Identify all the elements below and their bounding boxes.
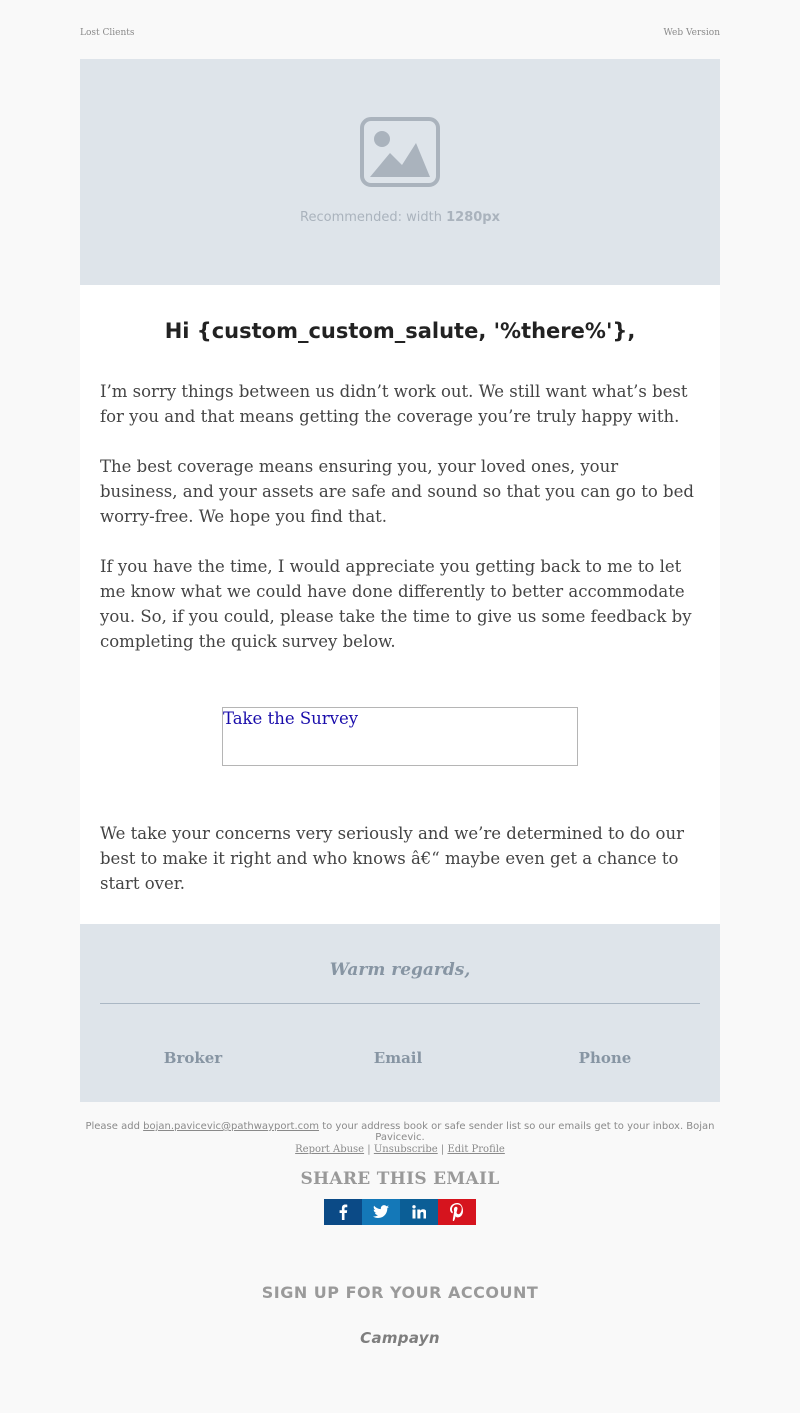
lost-clients-link[interactable]: Lost Clients	[80, 28, 135, 38]
take-survey-button[interactable]: Take the Survey	[222, 707, 578, 766]
footer-links: Report Abuse | Unsubscribe | Edit Profile	[295, 1144, 505, 1155]
footer	[80, 1102, 720, 1347]
pinterest-icon[interactable]	[438, 1199, 476, 1225]
warm-regards: Warm regards,	[329, 960, 471, 980]
paragraph-3: If you have the time, I would appreciate you getting back to me to let me know what we could have done differently to better accommodate you. So, if you could, please take the time to give us some feedback by completing the quick survey below.	[100, 557, 692, 651]
signup-link[interactable]: SIGN UP FOR YOUR ACCOUNT	[261, 1283, 539, 1302]
paragraph-1: I’m sorry things between us didn’t work out. We still want what’s best for you and that means getting the coverage you’re truly happy with.	[100, 382, 688, 426]
email-label: Email	[373, 1049, 423, 1067]
address-book-note: Please add bojan.pavicevic@pathwayport.com to your address book or safe sender list so our emails get to your inbox. Bojan Pavicevic.	[85, 1121, 715, 1143]
share-this-email-heading: SHARE THIS EMAIL	[300, 1169, 500, 1189]
image-placeholder-icon	[360, 117, 440, 187]
email-body	[80, 285, 720, 924]
twitter-icon[interactable]	[362, 1199, 400, 1225]
phone-label: Phone	[578, 1049, 632, 1067]
facebook-icon[interactable]	[324, 1199, 362, 1225]
signature-block	[80, 924, 720, 1102]
recommended-width-text: Recommended: width 1280px	[300, 210, 500, 225]
edit-profile-link[interactable]: Edit Profile	[447, 1144, 505, 1155]
greeting-heading: Hi {custom_custom_salute, '%there%'},	[164, 319, 636, 343]
hero-image-placeholder	[80, 59, 720, 285]
divider	[100, 1003, 700, 1004]
broker-label: Broker	[163, 1049, 223, 1067]
top-bar	[80, 0, 720, 59]
linkedin-icon[interactable]	[400, 1199, 438, 1225]
social-share-bar	[324, 1199, 476, 1225]
campayn-logo[interactable]: Campayn	[360, 1329, 440, 1347]
web-version-link[interactable]: Web Version	[663, 28, 720, 38]
unsubscribe-link[interactable]: Unsubscribe	[373, 1144, 438, 1155]
sender-email-link[interactable]: bojan.pavicevic@pathwayport.com	[143, 1121, 320, 1132]
report-abuse-link[interactable]: Report Abuse	[295, 1144, 365, 1155]
paragraph-2: The best coverage means ensuring you, your loved ones, your business, and your assets are safe and sound so that you can go to bed worry-free. We hope you find that.	[100, 457, 694, 526]
paragraph-4: We take your concerns very seriously and we’re determined to do our best to make it right and who knows â€“ maybe even get a chance to start over.	[100, 824, 684, 893]
